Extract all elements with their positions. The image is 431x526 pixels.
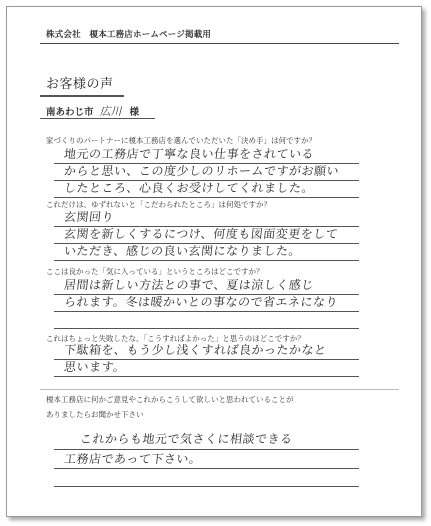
answer-3-line-2: られます。冬は暖かいとの事なので省エネになり (63, 295, 339, 309)
answer-1-line-2: からと思い、この度少しのリホームですがお願い (63, 164, 340, 178)
header-divider (40, 43, 399, 44)
question-4: これはちょっと失敗したな、「こうすればよかった」と思うのはどこですか？ (46, 334, 305, 343)
answer-1-line-3: したところ、心良くお受けしてくれました。 (63, 181, 315, 195)
answer-rule (54, 376, 359, 377)
answer-rule (54, 311, 359, 312)
answer-5-line-2: 工務店であって下さい。 (63, 452, 203, 466)
answer-rule (54, 328, 359, 329)
page-title: お客様の声 (46, 77, 114, 92)
customer-name: 広川 (99, 105, 122, 118)
question-5-line-1: 榎本工務店に何かご意見やこれからこうして欲しいと思われていることが (46, 395, 294, 404)
question-1: 家づくりのパートナーに榎本工務店を選んでいただいた「決め手」は何ですか？ (46, 136, 316, 145)
customer-line (46, 103, 139, 119)
question-2: これだけは、ゆずれないと「こだわられたところ」は何処ですか？ (46, 200, 271, 209)
answer-1-line-1: 地元の工務店で丁寧な良い仕事をされている (63, 147, 315, 161)
company-header: 株式会社 榎本工務店ホームページ掲載用 (46, 30, 212, 40)
answer-rule (54, 449, 359, 450)
answer-rule (54, 486, 359, 487)
answer-3-line-1: 居間は新しい方法との事で、夏は涼しく感じ (63, 278, 315, 292)
answer-4-line-1: 下駄箱を、もう少し浅くすれば良かったかなと (63, 343, 328, 357)
answer-2-line-1: 玄関回り (63, 210, 115, 224)
answer-2-line-3: いただき、感じの良い玄関になりました。 (63, 244, 302, 258)
answer-5-line-1: これからも地元で気さくに相談できる (79, 432, 294, 446)
answer-rule (54, 260, 359, 261)
answer-rule (54, 197, 359, 198)
customer-suffix: 様 (129, 107, 140, 118)
answer-4-line-2: 思います。 (63, 360, 127, 374)
section-divider (40, 389, 399, 390)
customer-underline (40, 118, 155, 119)
answer-rule (54, 468, 359, 469)
question-5-line-2: ありましたらお聞かせ下さい (46, 410, 144, 419)
title-underline (40, 95, 124, 97)
question-3: ここは良かった「気に入っている」というところはどこですか？ (46, 267, 264, 276)
customer-area: 南あわじ市 (46, 107, 94, 118)
answer-2-line-2: 玄関を新しくするにつけ、何度も図面変更をして (63, 227, 340, 241)
